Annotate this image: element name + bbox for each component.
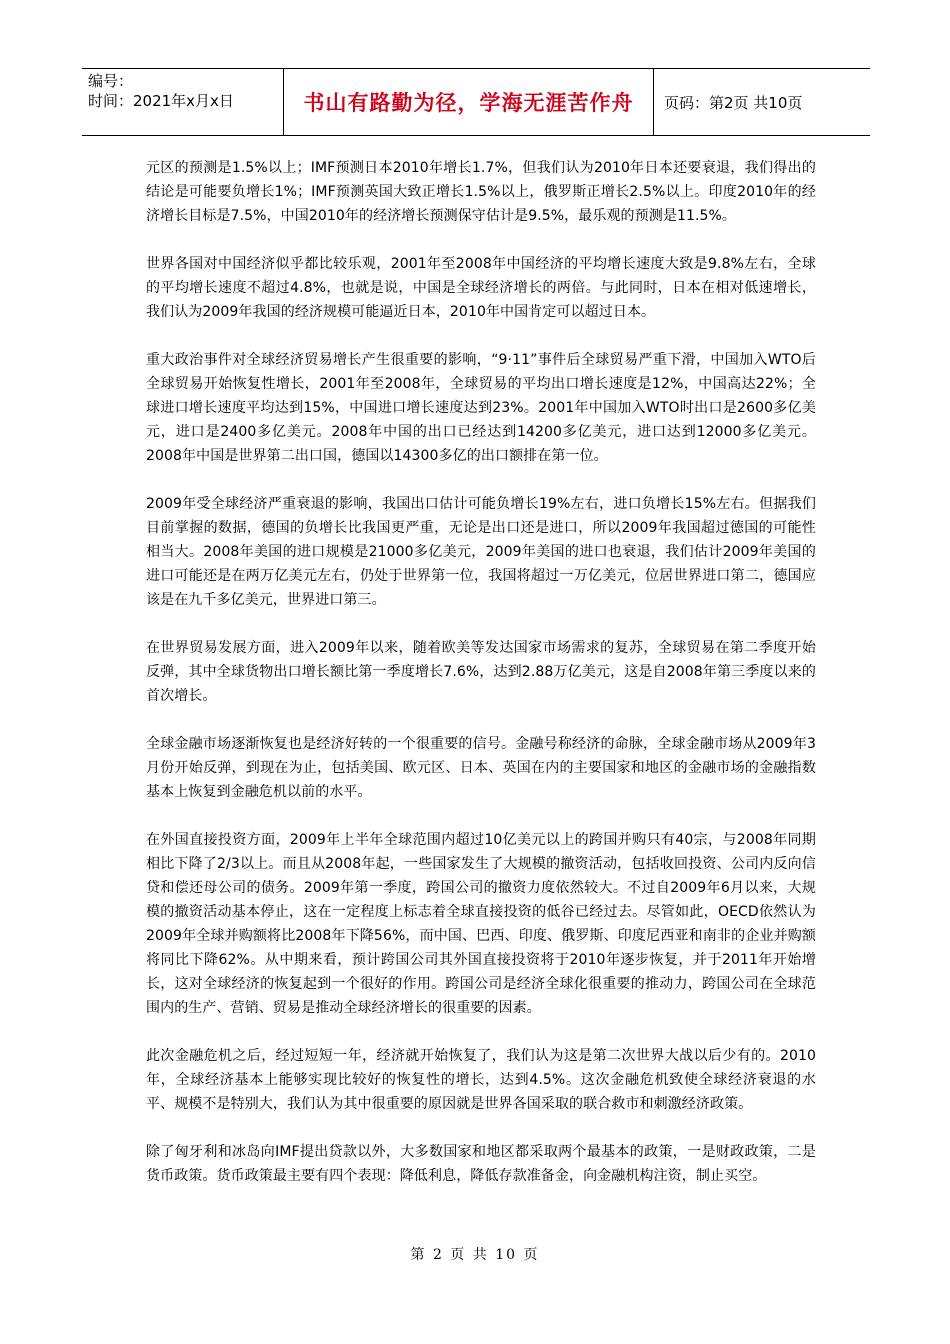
number-label: 编号： bbox=[88, 72, 134, 90]
paragraph: 除了匈牙利和冰岛向IMF提出贷款以外，大多数国家和地区都采取两个最基本的政策，一是财政政策，二是货币政策。货币政策最主要有四个表现：降低利息，降低存款准备金，向金融机构注资，制止买空。 bbox=[146, 1144, 816, 1184]
paragraph: 世界各国对中国经济似乎都比较乐观，2001年至2008年中国经济的平均增长速度大致是9.8%左右，全球的平均增长速度不超过4.8%，也就是说，中国是全球经济增长的两倍。与此同时，日本在相对低速增长，我们认为2009年我国的经济规模可能逼近日本，2010年中国肯定可以超过日本。 bbox=[146, 256, 816, 320]
paragraph: 全球金融市场逐渐恢复也是经济好转的一个很重要的信号。金融号称经济的命脉，全球金融市场从2009年3月份开始反弹，到现在为止，包括美国、欧元区、日本、英国在内的主要国家和地区的金融市场的金融指数基本上恢复到金融危机以前的水平。 bbox=[146, 736, 816, 800]
time-label: 时间：2021年x月x日 bbox=[88, 92, 234, 110]
paragraph: 此次金融危机之后，经过短短一年，经济就开始恢复了，我们认为这是第二次世界大战以后少有的。2010年，全球经济基本上能够实现比较好的恢复性的增长，达到4.5%。这次金融危机致使全球经济衰退的水平、规模不是特别大，我们认为其中很重要的原因就是世界各国采取的联合救市和刺激经济政策。 bbox=[146, 1048, 816, 1112]
document-header bbox=[82, 68, 870, 136]
paragraph: 在世界贸易发展方面，进入2009年以来，随着欧美等发达国家市场需求的复苏，全球贸易在第二季度开始反弹，其中全球货物出口增长额比第一季度增长7.6%，达到2.88万亿美元，这是自2008年第三季度以来的首次增长。 bbox=[146, 640, 816, 704]
paragraph: 元区的预测是1.5%以上；IMF预测日本2010年增长1.7%，但我们认为2010年日本还要衰退，我们得出的结论是可能要负增长1%；IMF预测英国大致正增长1.5%以上，俄罗斯正增长2.5%以上。印度2010年的经济增长目标是7.5%，中国2010年的经济增长预测保守估计是9.5%，最乐观的预测是11.5%。 bbox=[146, 160, 816, 224]
page-footer: 第 2 页 共 10 页 bbox=[410, 1247, 540, 1263]
document-body bbox=[146, 156, 816, 1212]
paragraph: 2009年受全球经济严重衰退的影响，我国出口估计可能负增长19%左右，进口负增长15%左右。但据我们目前掌握的数据，德国的负增长比我国更严重，无论是出口还是进口，所以2009年我国超过德国的可能性相当大。2008年美国的进口规模是21000多亿美元，2009年美国的进口也衰退，我们估计2009年美国的进口可能还是在两万亿美元左右，仍处于世界第一位，我国将超过一万亿美元，位居世界进口第二，德国应该是在九千多亿美元，世界进口第三。 bbox=[146, 496, 816, 608]
header-motto: 书山有路勤为径，学海无涯苦作舟 bbox=[284, 69, 654, 135]
header-meta bbox=[82, 69, 284, 135]
paragraph: 在外国直接投资方面，2009年上半年全球范围内超过10亿美元以上的跨国并购只有40宗，与2008年同期相比下降了2/3以上。而且从2008年起，一些国家发生了大规模的撤资活动，包括收回投资、公司内反向信贷和偿还母公司的债务。2009年第一季度，跨国公司的撤资力度依然较大。不过自2009年6月以来，大规模的撤资活动基本停止，这在一定程度上标志着全球直接投资的低谷已经过去。尽管如此，OECD依然认为2009年全球并购额将比2008年下降56%，而中国、巴西、印度、俄罗斯、印度尼西亚和南非的企业并购额将同比下降62%。从中期来看，预计跨国公司其外国直接投资将于2010年逐步恢复，并于2011年开始增长，这对全球经济的恢复起到一个很好的作用。跨国公司是经济全球化很重要的推动力，跨国公司在全球范围内的生产、营销、贸易是推动全球经济增长的很重要的因素。 bbox=[146, 832, 816, 1016]
paragraph: 重大政治事件对全球经济贸易增长产生很重要的影响，“9·11”事件后全球贸易严重下滑，中国加入WTO后全球贸易开始恢复性增长，2001年至2008年，全球贸易的平均出口增长速度是12%，中国高达22%；全球进口增长速度平均达到15%，中国进口增长速度达到23%。2001年中国加入WTO时出口是2600多亿美元，进口是2400多亿美元。2008年中国的出口已经达到14200多亿美元，进口达到12000多亿美元。2008年中国是世界第二出口国，德国以14300多亿的出口额排在第一位。 bbox=[146, 352, 816, 464]
header-page-info: 页码：第2页 共10页 bbox=[664, 93, 803, 112]
